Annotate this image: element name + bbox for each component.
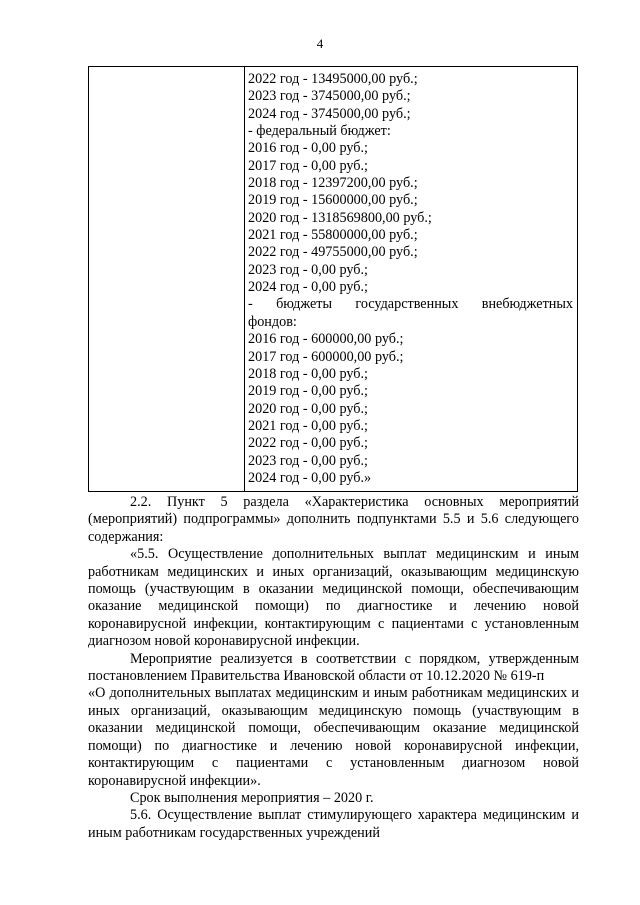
- table-line: - федеральный бюджет:: [248, 123, 391, 140]
- table-line: 2023 год - 3745000,00 руб.;: [248, 88, 411, 105]
- table-line: 2021 год - 55800000,00 руб.;: [248, 227, 418, 244]
- page-number: 4: [316, 36, 324, 51]
- table-line: 2020 год - 1318569800,00 руб.;: [248, 209, 432, 226]
- paragraph-2-2: 2.2. Пункт 5 раздела «Характеристика основных мероприятий (мероприятий) подпрограммы» дополнить подпунктами 5.5 и 5.6 следующего содержания:: [88, 494, 579, 545]
- table-line: 2022 год - 49755000,00 руб.;: [248, 244, 418, 261]
- paragraph-resolution-title: «О дополнительных выплатах медицинским и иным работникам медицинских и иных организаций, оказывающим медицинскую помощь (участвующим в оказании медицинской помощи, обеспечивающим оказание медицинской помощи) по диагностике и лечению новой коронавирусной инфекции, контактирующим с пациентами с установленным диагнозом новой коронавирусной инфекции».: [88, 685, 579, 789]
- table-line: 2016 год - 600000,00 руб.;: [248, 331, 404, 348]
- paragraph-deadline: Срок выполнения мероприятия – 2020 г.: [130, 789, 374, 806]
- table-line: 2021 год - 0,00 руб.;: [248, 417, 369, 434]
- paragraph-procedure: Мероприятие реализуется в соответствии с порядком, утвержденным постановлением Правительства Ивановской области от 10.12.2020 № 619-п: [88, 650, 579, 685]
- paragraph-5-5: «5.5. Осуществление дополнительных выплат медицинским и иным работникам медицинских и иных организаций, оказывающим медицинскую помощь (участвующим в оказании медицинской помощи, обеспечивающим оказание медицинской помощи) по диагностике и лечению новой коронавирусной инфекции, контактирующим с пациентами с установленным диагнозом новой коронавирусной инфекции.: [88, 546, 579, 650]
- table-line: фондов:: [248, 313, 297, 330]
- table-line: 2020 год - 0,00 руб.;: [248, 400, 369, 417]
- table-line: 2019 год - 15600000,00 руб.;: [248, 192, 418, 209]
- table-line: 2019 год - 0,00 руб.;: [248, 383, 369, 400]
- table-line: 2024 год - 3745000,00 руб.;: [248, 105, 411, 122]
- table-line: 2023 год - 0,00 руб.;: [248, 261, 369, 278]
- table-line: 2024 год - 0,00 руб.;: [248, 279, 369, 296]
- document-body: [88, 494, 579, 842]
- paragraph-5-6: 5.6. Осуществление выплат стимулирующего характера медицинским и иным работникам государственных учреждений: [88, 807, 579, 841]
- table-line: 2017 год - 0,00 руб.;: [248, 157, 369, 174]
- table-line: 2022 год - 13495000,00 руб.;: [248, 71, 418, 87]
- funding-table: [88, 66, 578, 492]
- table-column-divider: [244, 67, 245, 491]
- table-line: 2022 год - 0,00 руб.;: [248, 435, 369, 452]
- table-line: 2018 год - 0,00 руб.;: [248, 365, 369, 382]
- table-line: 2023 год - 0,00 руб.;: [248, 452, 369, 469]
- table-line: 2024 год - 0,00 руб.»: [248, 469, 372, 486]
- table-line: 2018 год - 12397200,00 руб.;: [248, 175, 418, 192]
- table-line: 2016 год - 0,00 руб.;: [248, 140, 369, 157]
- table-line: 2017 год - 600000,00 руб.;: [248, 348, 404, 365]
- table-cell-funding: [248, 71, 573, 487]
- table-line: - бюджеты государственных внебюджетных: [248, 296, 573, 313]
